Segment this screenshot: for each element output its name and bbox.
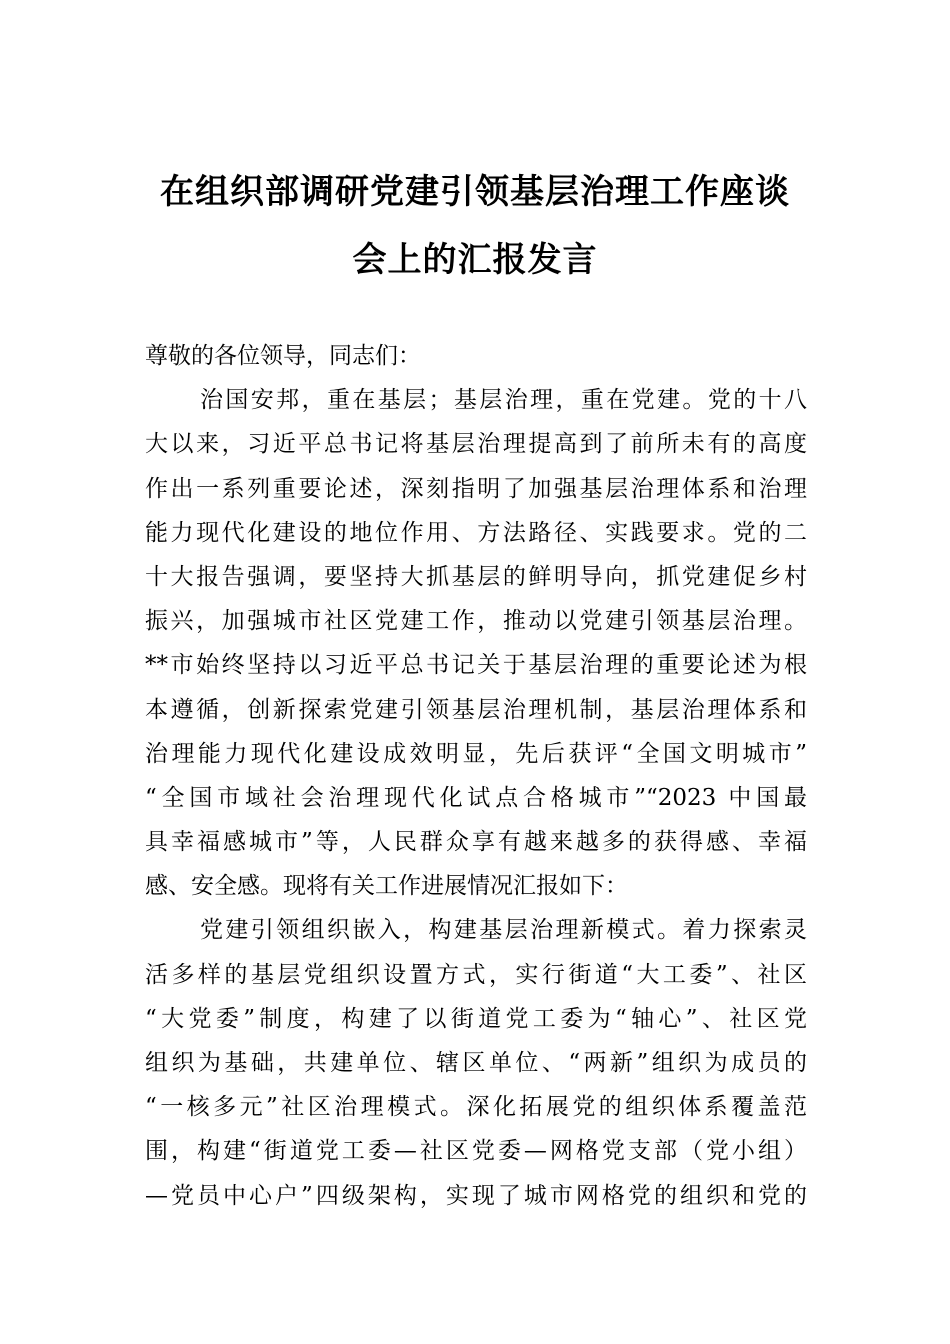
paragraph-1-line: “全国市域社会治理现代化试点合格城市”“2023 中国最: [145, 784, 807, 811]
document-body: [145, 334, 807, 1218]
paragraph-1-line: 十大报告强调，要坚持大抓基层的鲜明导向，抓党建促乡村: [145, 563, 807, 590]
document-title-line-1: 在组织部调研党建引领基层治理工作座谈: [160, 172, 790, 212]
paragraphs: [145, 378, 807, 1218]
paragraph-2-line: —党员中心户”四级架构，实现了城市网格党的组织和党的: [145, 1182, 807, 1209]
document-title-line-2: 会上的汇报发言: [352, 240, 598, 280]
paragraph-2-line: 组织为基础，共建单位、辖区单位、“两新”组织为成员的: [145, 1050, 807, 1076]
paragraph-1-line: 治国安邦，重在基层；基层治理，重在党建。党的十八: [200, 387, 807, 414]
paragraph-2-line: “大党委”制度，构建了以街道党工委为“轴心”、社区党: [145, 1005, 807, 1032]
paragraph-1-line: 本遵循，创新探索党建引领基层治理机制，基层治理体系和: [145, 696, 807, 723]
paragraph-1-line: 具幸福感城市”等，人民群众享有越来越多的获得感、幸福: [145, 829, 807, 856]
paragraph-1-line: 作出一系列重要论述，深刻指明了加强基层治理体系和治理: [145, 475, 807, 502]
paragraph-2-line: 党建引领组织嵌入，构建基层治理新模式。着力探索灵: [200, 917, 807, 944]
paragraph-1-line: 治理能力现代化建设成效明显，先后获评“全国文明城市”: [145, 740, 807, 767]
paragraph-2-line: “一核多元”社区治理模式。深化拓展党的组织体系覆盖范: [145, 1094, 807, 1121]
paragraph-1-line: 能力现代化建设的地位作用、方法路径、实践要求。党的二: [145, 519, 807, 546]
paragraph-2-line: 活多样的基层党组织设置方式，实行街道“大工委”、社区: [145, 961, 807, 988]
paragraph-1-line: 感、安全感。现将有关工作进展情况汇报如下：: [145, 873, 628, 900]
paragraph-1-line: 振兴，加强城市社区党建工作，推动以党建引领基层治理。: [145, 608, 807, 635]
salutation: 尊敬的各位领导，同志们：: [145, 343, 421, 369]
paragraph-2-line: 围，构建“街道党工委—社区党委—网格党支部（党小组）: [145, 1138, 807, 1165]
paragraph-1-line: 大以来，习近平总书记将基层治理提高到了前所未有的高度: [145, 431, 807, 458]
paragraph-1-line: **市始终坚持以习近平总书记关于基层治理的重要论述为根: [145, 652, 807, 679]
